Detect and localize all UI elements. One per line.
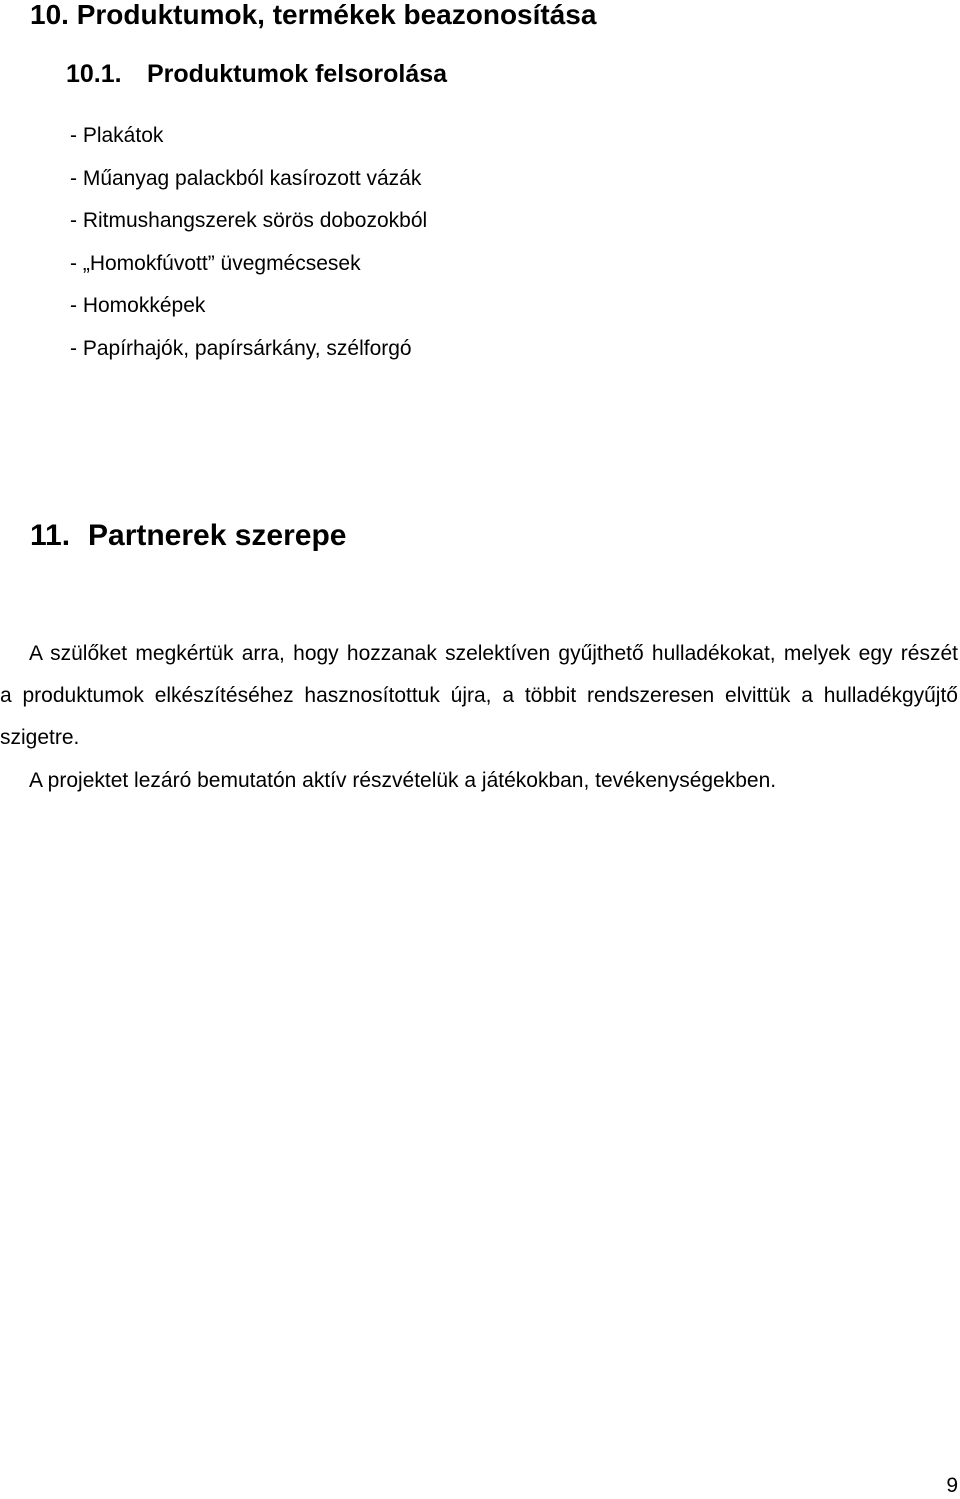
product-list	[70, 122, 427, 378]
section-title: Partnerek szerepe	[88, 519, 347, 552]
subsection-heading-10-1	[66, 60, 447, 88]
list-item: - Plakátok	[70, 124, 164, 147]
subsection-title: Produktumok felsorolása	[147, 60, 448, 88]
list-item: - Műanyag palackból kasírozott vázák	[70, 166, 422, 190]
list-item: - Ritmushangszerek sörös dobozokból	[70, 209, 428, 233]
paragraph-presentation: A projektet lezáró bemutatón aktív részvételük a játékokban, tevékenységekben.	[29, 769, 777, 792]
section-heading-10	[30, 0, 596, 30]
list-item: - Papírhajók, papírsárkány, szélforgó	[70, 336, 412, 360]
section-number: 10.	[30, 0, 69, 30]
list-item: - „Homokfúvott” üvegmécsesek	[70, 251, 361, 275]
paragraph-partners: A szülőket megkértük arra, hogy hozzanak szelektíven gyűjthető hulladékokat, melyek egy részét a produktumok elkészítéséhez hasznosítottuk újra, a többit rendszeresen elvittük a hulladékgyűjtő szigetre.	[0, 642, 958, 749]
list-item: - Homokképek	[70, 294, 206, 318]
section-heading-11	[30, 520, 347, 552]
subsection-number: 10.1.	[66, 60, 122, 88]
section-number: 11.	[30, 519, 71, 552]
page-number: 9	[946, 1474, 958, 1497]
section-title: Produktumok, termékek beazonosítása	[76, 0, 597, 30]
